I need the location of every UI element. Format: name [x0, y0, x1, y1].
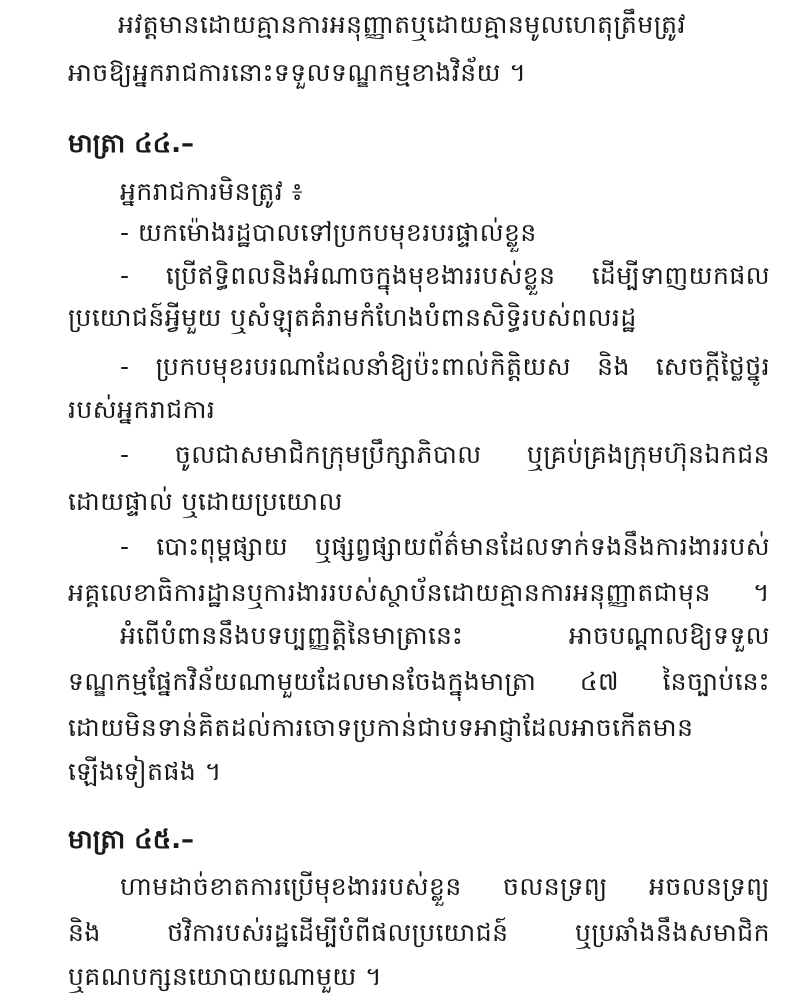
- article-45-heading: មាត្រា ៤៥.–: [68, 825, 195, 855]
- paragraph-line: អាចឱ្យអ្នករាជការនោះទទួលទណ្ឌកម្មខាងវិន័យ ។: [68, 58, 527, 87]
- bullet-item: - យកម៉ោងរដ្ឋបាលទៅប្រកបមុខរបរផ្ទាល់ខ្លួន: [120, 218, 537, 247]
- bullet-item-continuation: ប្រយោជន៍អ្វីមួយ ឬសំឡុតគំរាមកំហែងបំពានសិទ្ធិរបស់ពលរដ្ឋ: [68, 303, 637, 332]
- paragraph-line: ហាមដាច់ខាតការប្រើមុខងាររបស់ខ្លួន ចលនទ្រព្យ អចលនទ្រព្យ: [120, 872, 770, 901]
- paragraph-line: ឡើងទៀតផង ។: [68, 757, 222, 786]
- bullet-item-continuation: របស់អ្នករាជការ: [68, 395, 216, 424]
- bullet-item: - ចូលជាសមាជិកក្រុមប្រឹក្សាភិបាល ឬគ្រប់គ្រងក្រុមហ៊ុនឯកជន: [120, 440, 770, 469]
- bullet-item: - ប្រើឥទ្ធិពលនិងអំណាចក្នុងមុខងាររបស់ខ្លួន ដើម្បីទាញយកផល: [120, 261, 770, 290]
- paragraph-line: អវត្តមានដោយគ្មានការអនុញ្ញាតឬដោយគ្មានមូលហេតុត្រឹមត្រូវ: [118, 10, 686, 39]
- paragraph-line: និង ថវិការបស់រដ្ឋដើម្បីបំពីផលប្រយោជន៍ ឬប្រឆាំងនឹងសមាជិក: [68, 918, 770, 947]
- bullet-item-continuation: ដោយផ្ទាល់ ឬដោយប្រយោល: [68, 487, 343, 516]
- article-44-intro: អ្នករាជការមិនត្រូវ ៖: [120, 177, 304, 206]
- paragraph-line: ទណ្ឌកម្មផ្នែកវិន័យណាមួយដែលមានចែងក្នុងមាត្រា ៤៧ នៃច្បាប់នេះ: [68, 667, 770, 696]
- paragraph-line: ដោយមិនទាន់គិតដល់ការចោទប្រកាន់ជាបទអាជ្ញាដែលអាចកើតមាន: [68, 713, 694, 742]
- paragraph-line: ឬគណបក្សនយោបាយណាមួយ ។: [68, 962, 383, 991]
- paragraph-line: អំពើបំពាននឹងបទប្បញ្ញត្តិនៃមាត្រានេះ អាចបណ្តាលឱ្យទទួល: [120, 621, 770, 650]
- bullet-item: - បោះពុម្ពផ្សាយ ឬផ្សព្វផ្សាយព័ត៌មានដែលទាក់ទងនឹងការងាររបស់: [120, 532, 770, 561]
- article-44-heading: មាត្រា ៤៤.–: [68, 129, 195, 159]
- bullet-item-continuation: អគ្គលេខាធិការដ្ឋានឬការងាររបស់ស្ថាប័នដោយគ្មានការអនុញ្ញាតជាមុន ។: [68, 578, 770, 607]
- bullet-item: - ប្រកបមុខរបរណាដែលនាំឱ្យប៉ះពាល់កិត្តិយស និង សេចក្តីថ្លៃថ្នូរ: [120, 352, 770, 381]
